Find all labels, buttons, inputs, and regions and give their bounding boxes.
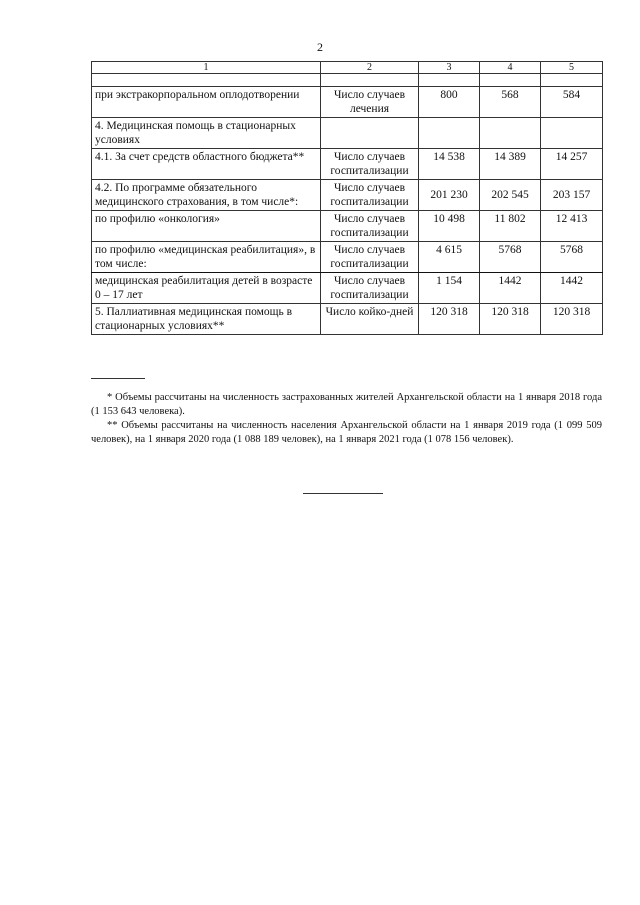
footnote-1: * Объемы рассчитаны на численность застрахованных жителей Архангельской области на 1 января 2018 года (1 153 643 человека).: [91, 392, 602, 417]
row-value-2019: 800: [419, 87, 480, 118]
row-unit: Число койко-дней: [321, 304, 419, 335]
table-row: [92, 180, 603, 211]
row-name: 4.1. За счет средств областного бюджета**: [92, 149, 321, 180]
table-row: [92, 273, 603, 304]
footnote-2: ** Объемы рассчитаны на численность населения Архангельской области на 1 января 2019 года (1 099 509 человек), на 1 января 2020 года (1 088 189 человек), на 1 января 2021 года (1 078 156 человек).: [91, 420, 602, 445]
row-unit: Число случаев лечения: [321, 87, 419, 118]
row-unit: Число случаев госпитализации: [321, 242, 419, 273]
row-value-2021: 14 257: [541, 149, 603, 180]
row-name: по профилю «медицинская реабилитация», в том числе:: [92, 242, 321, 273]
end-of-document-line: [303, 493, 383, 494]
row-value-2020: 120 318: [480, 304, 541, 335]
row-value-2019: 10 498: [419, 211, 480, 242]
row-name: медицинская реабилитация детей в возрасте 0 – 17 лет: [92, 273, 321, 304]
footnotes: [91, 391, 602, 447]
row-value-2020: 11 802: [480, 211, 541, 242]
page-number: 2: [317, 40, 323, 54]
table-spacer-row: [92, 74, 603, 87]
header-cell: 5: [541, 62, 603, 74]
row-value-2021: 5768: [541, 242, 603, 273]
volumes-table: [91, 61, 603, 335]
row-unit: [321, 118, 419, 149]
row-value-2021: 584: [541, 87, 603, 118]
row-name: 5. Паллиативная медицинская помощь в стационарных условиях**: [92, 304, 321, 335]
row-value-2020: 1442: [480, 273, 541, 304]
table-row: [92, 87, 603, 118]
row-name: по профилю «онкология»: [92, 211, 321, 242]
row-value-2020: [480, 118, 541, 149]
header-cell: 1: [92, 62, 321, 74]
row-value-2021: 203 157: [541, 180, 603, 211]
row-name: при экстракорпоральном оплодотворении: [92, 87, 321, 118]
row-value-2021: [541, 118, 603, 149]
table-row: [92, 242, 603, 273]
table-row: [92, 304, 603, 335]
row-unit: Число случаев госпитализации: [321, 211, 419, 242]
row-unit: Число случаев госпитализации: [321, 149, 419, 180]
row-value-2019: 120 318: [419, 304, 480, 335]
row-value-2021: 120 318: [541, 304, 603, 335]
row-value-2021: 1442: [541, 273, 603, 304]
row-value-2020: 202 545: [480, 180, 541, 211]
row-value-2019: 4 615: [419, 242, 480, 273]
table-header-row: [92, 62, 603, 74]
row-value-2019: 201 230: [419, 180, 480, 211]
row-value-2019: 14 538: [419, 149, 480, 180]
header-cell: 4: [480, 62, 541, 74]
footnote-divider: [91, 378, 145, 379]
row-value-2019: 1 154: [419, 273, 480, 304]
row-value-2020: 14 389: [480, 149, 541, 180]
row-unit: Число случаев госпитализации: [321, 180, 419, 211]
header-cell: 3: [419, 62, 480, 74]
row-value-2020: 568: [480, 87, 541, 118]
row-unit: Число случаев госпитализации: [321, 273, 419, 304]
row-name: 4. Медицинская помощь в стационарных условиях: [92, 118, 321, 149]
header-cell: 2: [321, 62, 419, 74]
row-value-2021: 12 413: [541, 211, 603, 242]
table-row: [92, 118, 603, 149]
row-name: 4.2. По программе обязательного медицинского страхования, в том числе*:: [92, 180, 321, 211]
row-value-2020: 5768: [480, 242, 541, 273]
table-row: [92, 211, 603, 242]
row-value-2019: [419, 118, 480, 149]
table-row: [92, 149, 603, 180]
